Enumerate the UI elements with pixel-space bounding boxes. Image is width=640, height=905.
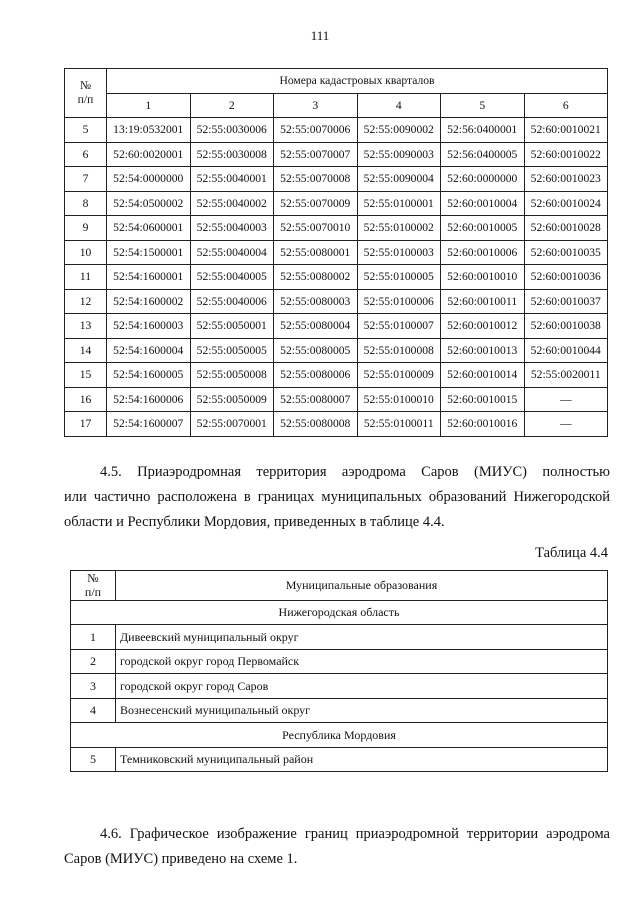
cadastral-number-cell: 52:55:0090004	[357, 167, 441, 192]
row-number-cell: 14	[65, 338, 107, 363]
cadastral-number-cell: 52:55:0070010	[274, 216, 358, 241]
cadastral-number-cell: 52:55:0040001	[190, 167, 274, 192]
municipal-table	[70, 570, 608, 772]
cadastral-number-cell: 52:60:0010024	[524, 191, 608, 216]
cadastral-number-cell: 52:54:1500001	[107, 240, 191, 265]
cadastral-number-cell: 52:60:0010044	[524, 338, 608, 363]
table-row	[65, 142, 608, 167]
cadastral-number-cell: 52:55:0080007	[274, 387, 358, 412]
cadastral-number-cell: 52:55:0100011	[357, 412, 441, 437]
row-number-cell: 8	[65, 191, 107, 216]
municipality-name-cell: городской округ город Первомайск	[116, 649, 608, 674]
paragraph-line: 4.5. Приаэродромная территория аэродрома Саров (МИУС) полностью	[100, 464, 610, 480]
cadastral-number-cell: 52:55:0070009	[274, 191, 358, 216]
row-number-cell: 2	[71, 649, 116, 674]
cadastral-number-cell: 52:60:0010022	[524, 142, 608, 167]
row-number-cell: 1	[71, 625, 116, 650]
cadastral-number-cell: 52:60:0010035	[524, 240, 608, 265]
cadastral-number-cell: 52:55:0080008	[274, 412, 358, 437]
cadastral-number-cell: 52:60:0010037	[524, 289, 608, 314]
cadastral-number-cell: 52:60:0010021	[524, 118, 608, 143]
row-number-header: № п/п	[65, 69, 107, 118]
municipality-name-cell: Темниковский муниципальный район	[116, 747, 608, 772]
cadastral-number-cell: 52:55:0040002	[190, 191, 274, 216]
page-number: 111	[310, 28, 330, 43]
paragraph-line: или частично расположена в границах муниципальных образований Нижегородской	[64, 489, 610, 505]
cadastral-number-cell: 52:55:0050001	[190, 314, 274, 339]
cadastral-number-cell: 52:55:0050009	[190, 387, 274, 412]
row-number-cell: 9	[65, 216, 107, 241]
table-row	[65, 118, 608, 143]
cadastral-number-cell: 52:55:0070007	[274, 142, 358, 167]
row-number-cell: 5	[65, 118, 107, 143]
cadastral-number-cell: 52:55:0030006	[190, 118, 274, 143]
cadastral-number-cell: 52:55:0100007	[357, 314, 441, 339]
row-number-cell: 3	[71, 674, 116, 699]
cadastral-number-cell: 52:55:0070001	[190, 412, 274, 437]
cadastral-number-cell: —	[524, 387, 608, 412]
cadastral-number-cell: 52:60:0010036	[524, 265, 608, 290]
cadastral-number-cell: 52:60:0000000	[441, 167, 525, 192]
row-number-cell: 10	[65, 240, 107, 265]
cadastral-number-cell: 52:60:0010004	[441, 191, 525, 216]
cadastral-number-cell: 52:54:0500002	[107, 191, 191, 216]
cadastral-number-cell: 52:60:0010038	[524, 314, 608, 339]
group-row	[71, 600, 608, 625]
cadastral-number-cell: 52:55:0080006	[274, 363, 358, 388]
cadastral-number-cell: 52:55:0050005	[190, 338, 274, 363]
row-number-cell: 7	[65, 167, 107, 192]
cadastral-number-cell: 52:55:0080003	[274, 289, 358, 314]
cadastral-quarters-table	[64, 68, 608, 437]
cadastral-number-cell: 52:55:0040006	[190, 289, 274, 314]
cadastral-number-cell: 52:55:0100001	[357, 191, 441, 216]
table-row	[65, 314, 608, 339]
table-row	[71, 649, 608, 674]
table-row	[65, 167, 608, 192]
column-header: 5	[441, 93, 525, 118]
cadastral-number-cell: 52:55:0080001	[274, 240, 358, 265]
cadastral-number-cell: 52:55:0090002	[357, 118, 441, 143]
municipality-name-cell: Дивеевский муниципальный округ	[116, 625, 608, 650]
table-row	[65, 363, 608, 388]
cadastral-number-cell: 52:55:0100009	[357, 363, 441, 388]
column-header: 1	[107, 93, 191, 118]
cadastral-number-cell: 52:54:1600003	[107, 314, 191, 339]
row-number-cell: 15	[65, 363, 107, 388]
cadastral-number-cell: 52:54:1600006	[107, 387, 191, 412]
cadastral-number-cell: 52:55:0100006	[357, 289, 441, 314]
row-number-cell: 6	[65, 142, 107, 167]
table-row	[65, 191, 608, 216]
cadastral-number-cell: 52:60:0010011	[441, 289, 525, 314]
row-number-cell: 17	[65, 412, 107, 437]
cadastral-number-cell: 52:55:0070008	[274, 167, 358, 192]
column-header: 4	[357, 93, 441, 118]
table-row	[65, 265, 608, 290]
cadastral-number-cell: 52:60:0010010	[441, 265, 525, 290]
column-header: 6	[524, 93, 608, 118]
cadastral-number-cell: 52:60:0010013	[441, 338, 525, 363]
cadastral-number-cell: 52:54:1600004	[107, 338, 191, 363]
row-number-cell: 16	[65, 387, 107, 412]
column-header: 3	[274, 93, 358, 118]
cadastral-number-cell: 52:60:0010023	[524, 167, 608, 192]
cadastral-number-cell: 52:60:0010028	[524, 216, 608, 241]
cadastral-number-cell: 52:54:1600007	[107, 412, 191, 437]
cadastral-number-cell: 52:55:0050008	[190, 363, 274, 388]
paragraph-4-5	[64, 460, 610, 535]
table-row	[71, 625, 608, 650]
cadastral-number-cell: 52:56:0400001	[441, 118, 525, 143]
table-row	[65, 412, 608, 437]
cadastral-number-cell: 52:55:0100005	[357, 265, 441, 290]
row-number-cell: 13	[65, 314, 107, 339]
row-number-header: № п/п	[71, 571, 116, 601]
cadastral-number-cell: 52:56:0400005	[441, 142, 525, 167]
table-row	[65, 338, 608, 363]
municipal-header: Муниципальные образования	[116, 571, 608, 601]
cadastral-group-header: Номера кадастровых кварталов	[107, 69, 608, 94]
cadastral-number-cell: 52:55:0030008	[190, 142, 274, 167]
municipality-name-cell: городской округ город Саров	[116, 674, 608, 699]
cadastral-number-cell: —	[524, 412, 608, 437]
region-group-cell: Нижегородская область	[71, 600, 608, 625]
paragraph-line: области и Республики Мордовия, приведенных в таблице 4.4.	[64, 514, 445, 530]
municipality-name-cell: Вознесенский муниципальный округ	[116, 698, 608, 723]
cadastral-number-cell: 52:54:1600001	[107, 265, 191, 290]
region-group-cell: Республика Мордовия	[71, 723, 608, 748]
table-row	[71, 698, 608, 723]
cadastral-number-cell: 13:19:0532001	[107, 118, 191, 143]
row-number-cell: 4	[71, 698, 116, 723]
paragraph-line: 4.6. Графическое изображение границ приаэродромной территории аэродрома	[100, 826, 610, 842]
cadastral-number-cell: 52:55:0080004	[274, 314, 358, 339]
table-row	[65, 240, 608, 265]
paragraph-4-6	[64, 822, 610, 872]
cadastral-number-cell: 52:54:0000000	[107, 167, 191, 192]
row-number-cell: 5	[71, 747, 116, 772]
paragraph-line: Саров (МИУС) приведено на схеме 1.	[64, 851, 298, 867]
row-number-cell: 11	[65, 265, 107, 290]
cadastral-number-cell: 52:55:0040003	[190, 216, 274, 241]
cadastral-number-cell: 52:55:0080002	[274, 265, 358, 290]
cadastral-number-cell: 52:54:1600005	[107, 363, 191, 388]
table-row	[65, 216, 608, 241]
cadastral-number-cell: 52:60:0010015	[441, 387, 525, 412]
group-row	[71, 723, 608, 748]
cadastral-number-cell: 52:55:0040005	[190, 265, 274, 290]
cadastral-number-cell: 52:60:0010016	[441, 412, 525, 437]
table-row	[65, 289, 608, 314]
cadastral-number-cell: 52:60:0010006	[441, 240, 525, 265]
cadastral-number-cell: 52:55:0100008	[357, 338, 441, 363]
cadastral-number-cell: 52:55:0080005	[274, 338, 358, 363]
table-row	[71, 674, 608, 699]
cadastral-number-cell: 52:55:0100010	[357, 387, 441, 412]
row-number-cell: 12	[65, 289, 107, 314]
table-row	[71, 747, 608, 772]
cadastral-number-cell: 52:55:0090003	[357, 142, 441, 167]
column-header: 2	[190, 93, 274, 118]
cadastral-number-cell: 52:54:1600002	[107, 289, 191, 314]
cadastral-number-cell: 52:55:0100002	[357, 216, 441, 241]
cadastral-number-cell: 52:55:0020011	[524, 363, 608, 388]
cadastral-number-cell: 52:60:0010012	[441, 314, 525, 339]
cadastral-number-cell: 52:54:0600001	[107, 216, 191, 241]
cadastral-number-cell: 52:55:0040004	[190, 240, 274, 265]
cadastral-number-cell: 52:55:0070006	[274, 118, 358, 143]
table-row	[65, 387, 608, 412]
table-caption: Таблица 4.4	[535, 545, 608, 561]
cadastral-number-cell: 52:60:0020001	[107, 142, 191, 167]
cadastral-number-cell: 52:60:0010014	[441, 363, 525, 388]
cadastral-number-cell: 52:60:0010005	[441, 216, 525, 241]
cadastral-number-cell: 52:55:0100003	[357, 240, 441, 265]
